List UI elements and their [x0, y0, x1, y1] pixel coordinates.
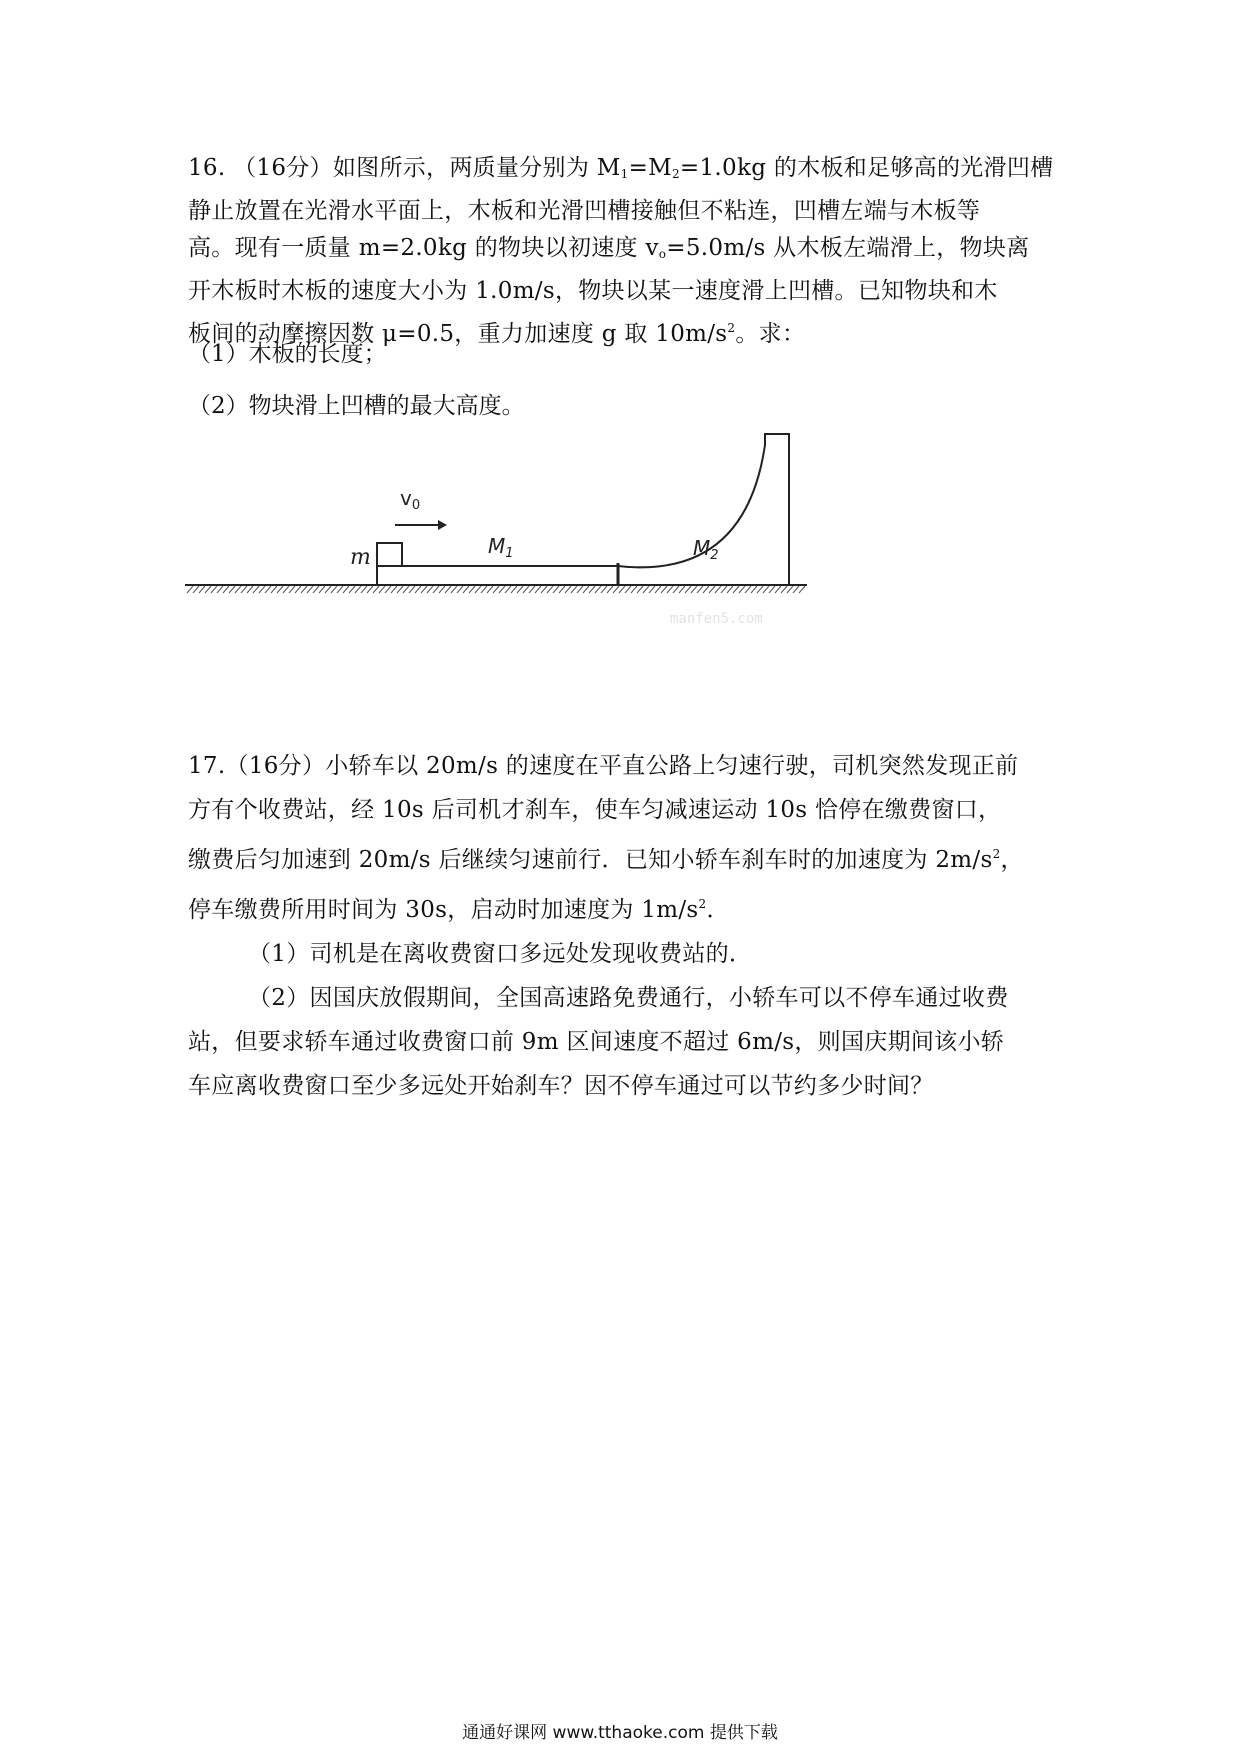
q16-diagram	[185, 430, 825, 630]
label-m2: $M_2$	[693, 536, 719, 563]
q17-line-3-a: 缴费后匀加速到 20m/s 后继续匀速前行．已知小轿车刹车时的加速度为 2m/s	[188, 847, 993, 873]
q16-line-5-b: 。求：	[735, 321, 806, 347]
q16-v-sub: o	[658, 247, 667, 261]
q17-line-1: 17.（16分）小轿车以 20m/s 的速度在平直公路上匀速行驶，司机突然发现正前	[188, 753, 1019, 779]
q17-line-7: 站，但要求轿车通过收费窗口前 9m 区间速度不超过 6m/s，则国庆期间该小轿	[188, 1029, 1005, 1055]
question-16	[188, 150, 1068, 353]
q16-line-4: 开木板时木板的速度大小为 1.0m/s，物块以某一速度滑上凹槽。已知物块和木	[188, 278, 998, 304]
q16-sub-2: 2	[671, 167, 680, 181]
q16-subquestion-1: （1）木板的长度；	[188, 341, 387, 367]
q17-line-3-b: ，	[1000, 847, 1024, 873]
q17-line-4-b: ．	[706, 897, 730, 923]
q16-sup: 2	[727, 321, 736, 335]
q17-subquestion-2: （2）因国庆放假期间，全国高速路免费通行，小轿车可以不停车通过收费	[248, 985, 1009, 1011]
q16-subquestion-2: （2）物块滑上凹槽的最大高度。	[188, 393, 525, 419]
label-m: m	[350, 545, 371, 570]
watermark: manfen5.com	[670, 611, 763, 627]
q16-line-1	[188, 150, 1068, 193]
question-17	[188, 744, 1068, 1108]
q17-line-8: 车应离收费窗口至少多远处开始刹车？因不停车通过可以节约多少时间？	[188, 1073, 934, 1099]
q16-sub-1: 1	[620, 167, 629, 181]
board-m1	[377, 566, 618, 585]
ground-hatching	[187, 586, 805, 593]
q17-line-4-a: 停车缴费所用时间为 30s，启动时加速度为 1m/s	[188, 897, 699, 923]
q16-line-3-a: 高。现有一质量 m=2.0kg 的物块以初速度 v	[188, 235, 659, 261]
q16-line-5-a: 板间的动摩擦因数 μ=0.5，重力加速度 g 取 10m/s	[188, 321, 728, 347]
q17-subquestion-1: （1）司机是在离收费窗口多远处发现收费站的．	[248, 941, 753, 967]
q16-figure	[185, 430, 825, 630]
arrowhead-icon	[438, 520, 447, 530]
q16-line-3	[188, 230, 1068, 273]
q16-line-1-c: =1.0kg 的木板和足够高的光滑凹槽	[679, 155, 1054, 181]
label-m1: $M_1$	[488, 534, 514, 561]
q17-line-4	[188, 882, 1068, 932]
q17-line-2: 方有个收费站，经 10s 后司机才刹车，使车匀减速运动 10s 恰停在缴费窗口，	[188, 797, 1002, 823]
q16-line-2: 静止放置在光滑水平面上，木板和光滑凹槽接触但不粘连，凹槽左端与木板等	[188, 198, 981, 224]
page-footer: 通通好课网 www.tthaoke.com 提供下载	[462, 1723, 778, 1743]
block-m	[377, 543, 402, 566]
q17-sup-1: 2	[992, 847, 1001, 861]
q17-line-3	[188, 832, 1068, 882]
q17-sup-2: 2	[698, 897, 707, 911]
q16-line-1-a: 16. （16分）如图所示，两质量分别为 M	[188, 155, 621, 181]
label-v0: $v_0$	[400, 486, 421, 513]
groove-m2	[618, 434, 789, 585]
q16-line-1-b: =M	[628, 155, 672, 181]
q16-line-3-b: =5.0m/s 从木板左端滑上，物块离	[666, 235, 1030, 261]
